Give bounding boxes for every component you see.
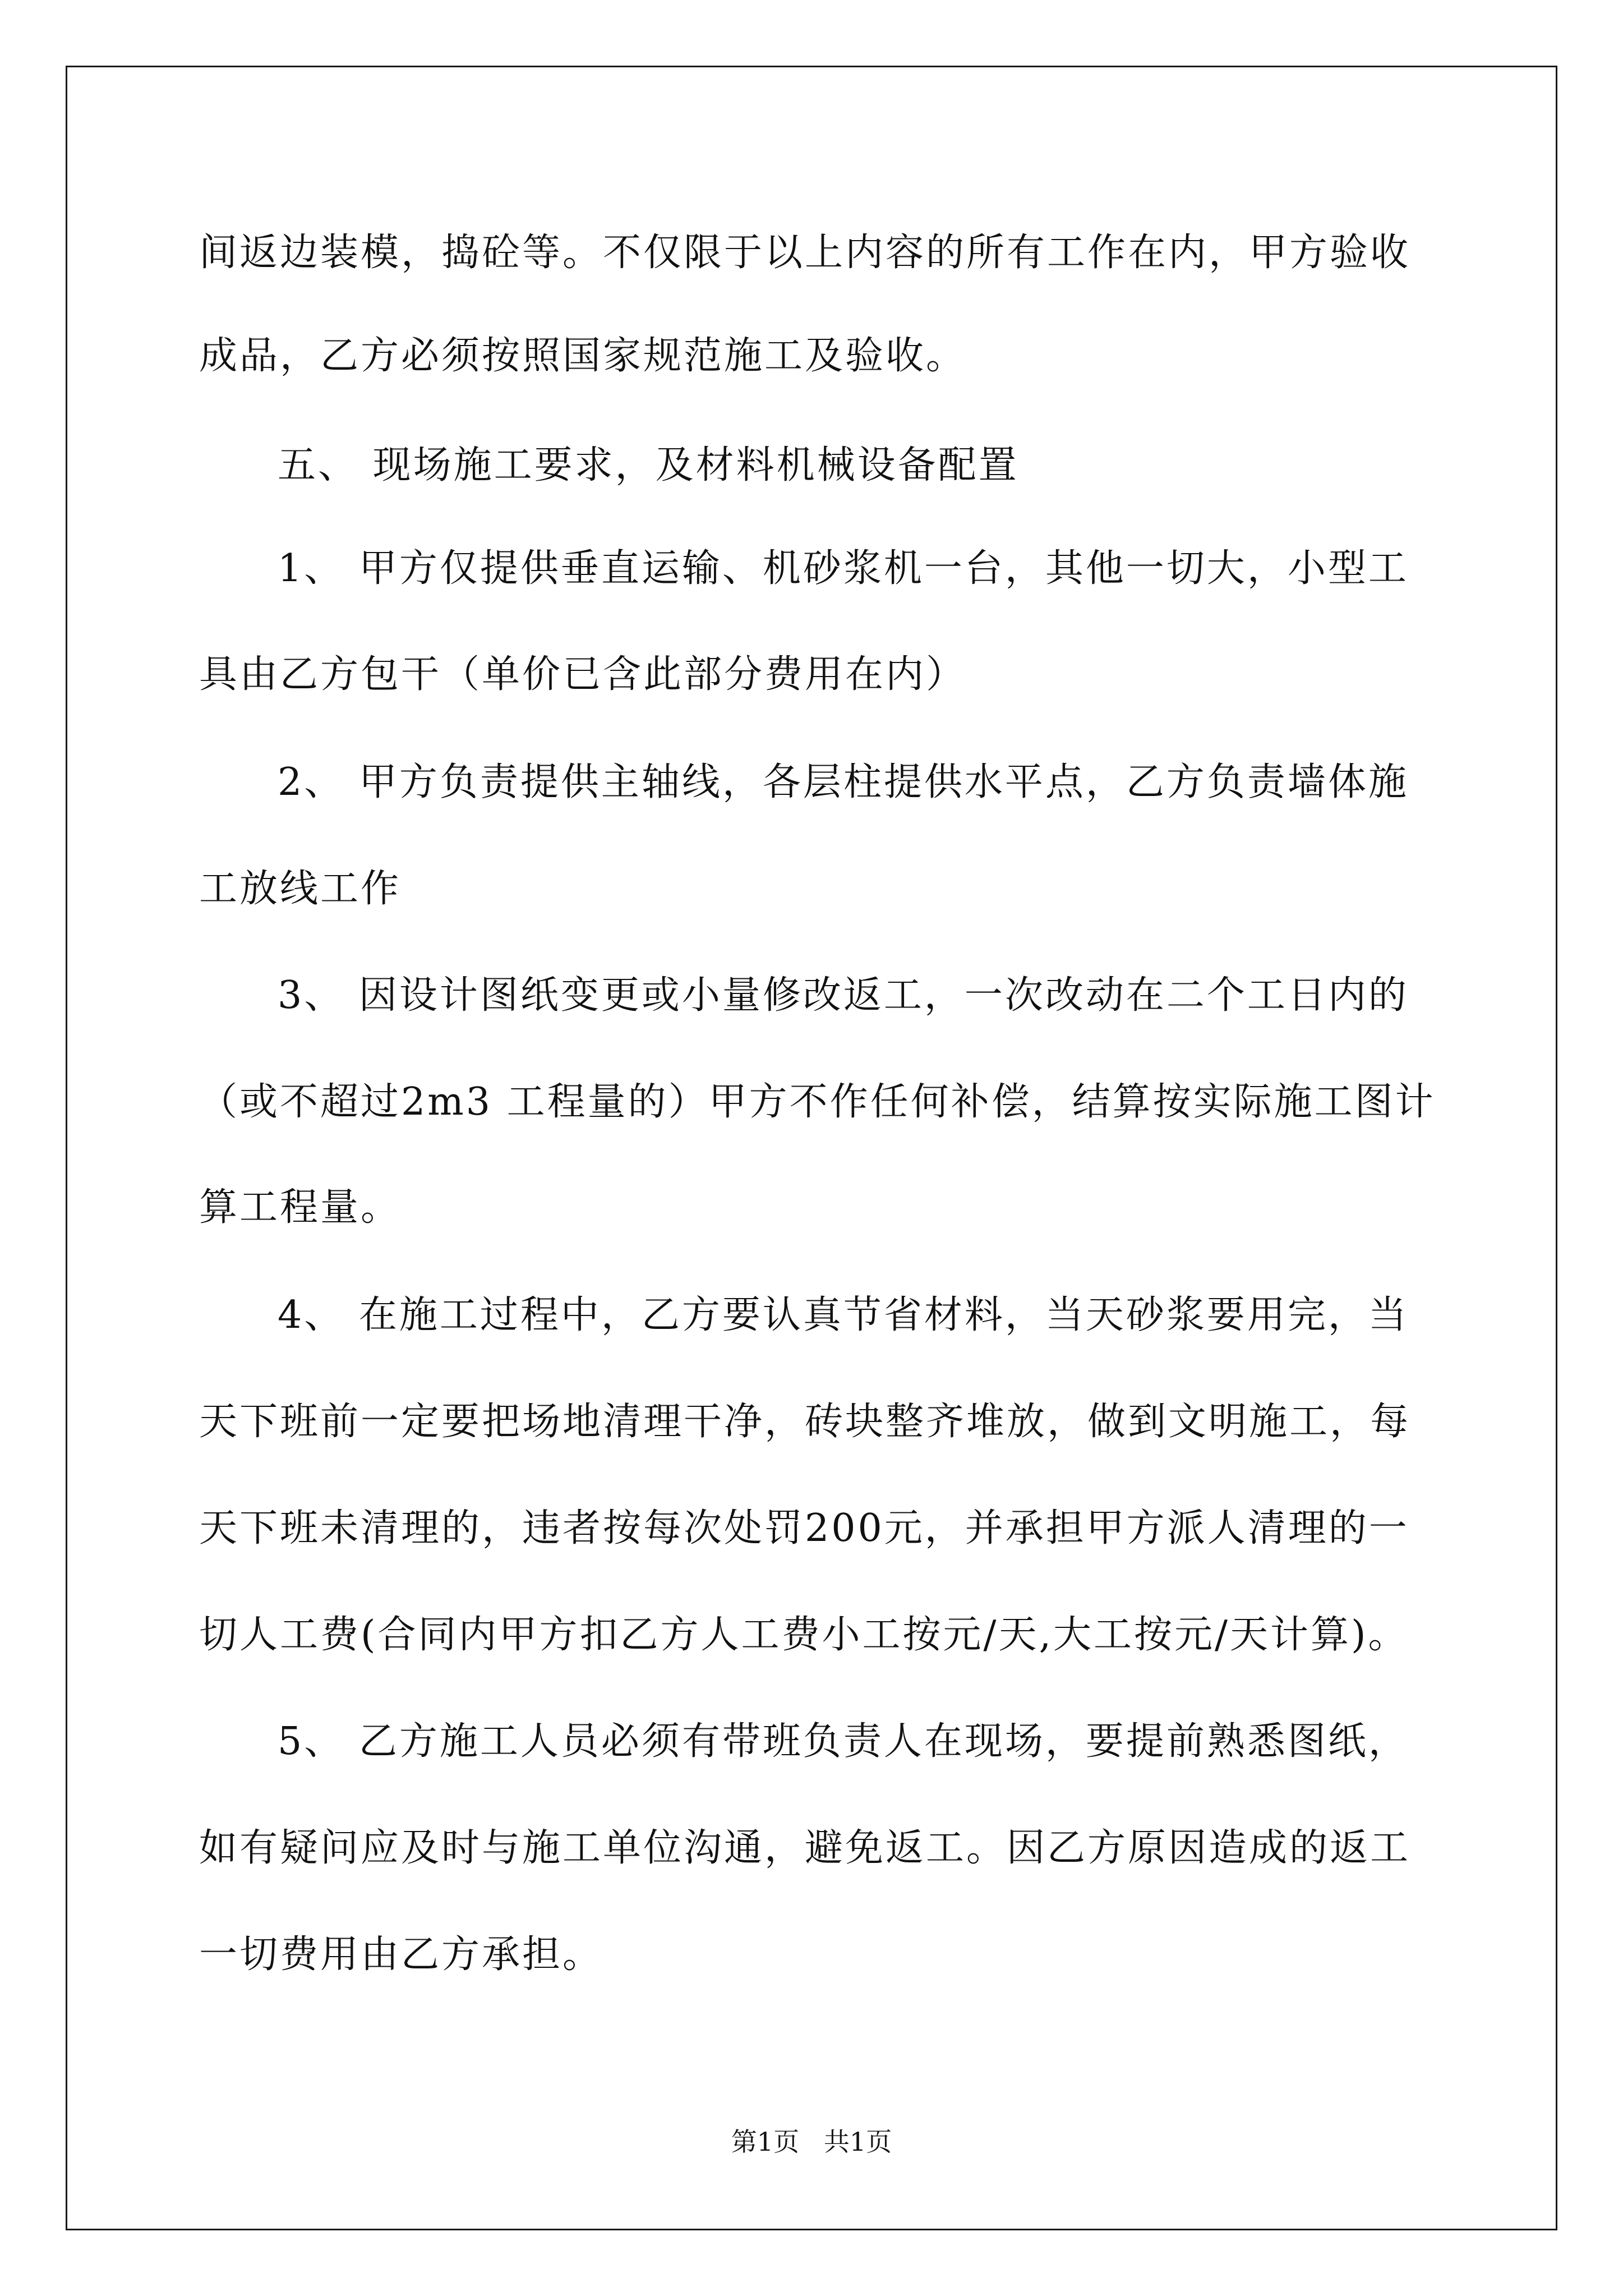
page-border [66, 66, 1557, 2230]
text-line: 4、 在施工过程中，乙方要认真节省材料，当天砂浆要用完，当 [278, 1293, 1409, 1337]
text-line: 1、 甲方仅提供垂直运输、机砂浆机一台，其他一切大，小型工 [278, 546, 1409, 591]
section-heading: 五、 现场施工要求，及材料机械设备配置 [278, 443, 1019, 487]
text-line: （或不超过2m3 工程量的）甲方不作任何补偿，结算按实际施工图计 [199, 1080, 1436, 1124]
text-line: 一切费用由乙方承担。 [199, 1932, 603, 1977]
text-line: 3、 因设计图纸变更或小量修改返工，一次改动在二个工日内的 [278, 973, 1409, 1018]
text-line: 算工程量。 [199, 1185, 402, 1230]
text-line: 5、 乙方施工人员必须有带班负责人在现场，要提前熟悉图纸， [278, 1719, 1409, 1764]
text-line: 如有疑问应及时与施工单位沟通，避免返工。因乙方原因造成的返工 [199, 1826, 1411, 1870]
text-line: 切人工费(合同内甲方扣乙方人工费小工按元/天,大工按元/天计算)。 [199, 1613, 1409, 1657]
text-line: 工放线工作 [199, 867, 402, 911]
page-number: 第1页 共1页 [731, 2127, 892, 2157]
text-line: 天下班未清理的，违者按每次处罚200元，并承担甲方派人清理的一 [199, 1506, 1409, 1550]
text-line: 成品，乙方必须按照国家规范施工及验收。 [199, 334, 967, 378]
text-line: 天下班前一定要把场地清理干净，砖块整齐堆放，做到文明施工，每 [199, 1400, 1411, 1444]
text-line: 具由乙方包干（单价已含此部分费用在内） [199, 652, 967, 697]
text-line: 间返边装模，捣砼等。不仅限于以上内容的所有工作在内，甲方验收 [199, 231, 1411, 275]
text-line: 2、 甲方负责提供主轴线，各层柱提供水平点，乙方负责墙体施 [278, 760, 1409, 804]
